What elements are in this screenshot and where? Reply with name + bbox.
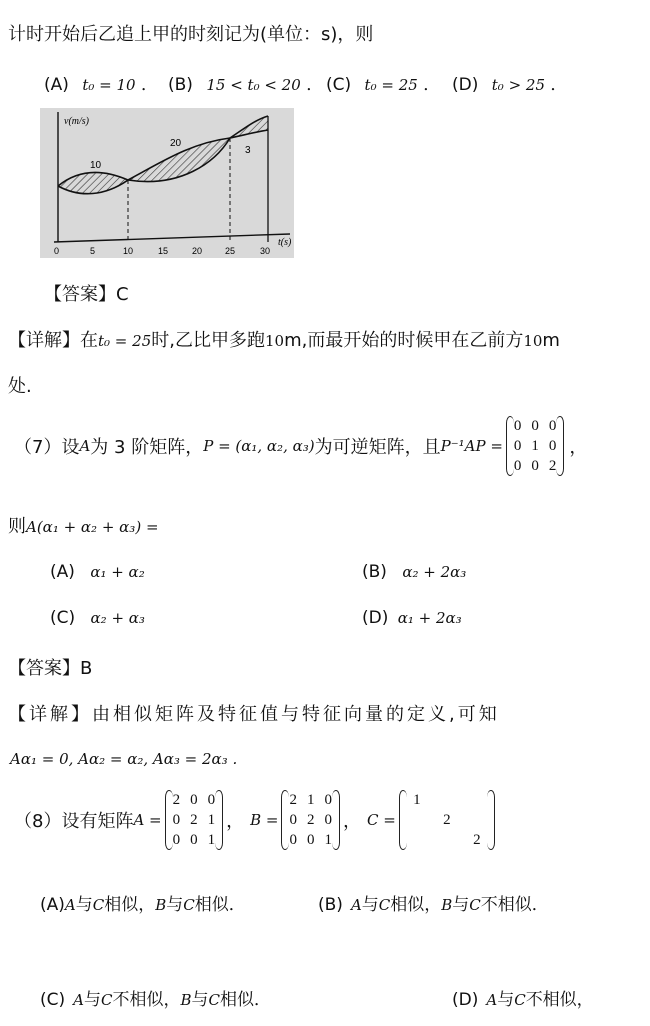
q8-b-22: 2 bbox=[306, 811, 315, 828]
q7-option-b-expr: α₂ + 2α₃ bbox=[402, 563, 467, 581]
q7-text-c: 为可逆矩阵，且 bbox=[314, 437, 441, 458]
q6-detail-num1: 10 bbox=[264, 332, 285, 350]
q8-matrix-c bbox=[402, 790, 492, 850]
q7-m-21: 0 bbox=[513, 437, 522, 454]
q8-b-31: 0 bbox=[289, 831, 297, 848]
q7-option-c-expr: α₂ + α₃ bbox=[90, 609, 145, 627]
q8-option-a bbox=[40, 890, 246, 915]
q6-detail-d: m bbox=[542, 330, 560, 351]
q7-option-c bbox=[50, 608, 145, 628]
q8-c-13 bbox=[462, 790, 492, 810]
q8-opt-a-label: (A) bbox=[40, 895, 65, 915]
q7-answer: 【答案】B bbox=[8, 658, 93, 679]
q7-option-a-expr: α₁ + α₂ bbox=[90, 563, 145, 581]
q8-opt-d-t1: A bbox=[486, 991, 498, 1009]
q7-m-23: 0 bbox=[548, 437, 557, 454]
q7-m-13: 0 bbox=[548, 417, 557, 434]
q8-a-21: 0 bbox=[172, 811, 181, 828]
q8-comma-1: ， bbox=[226, 811, 245, 832]
q8-b-11: 2 bbox=[289, 791, 297, 808]
q8-c-21 bbox=[402, 810, 432, 830]
q8-matrix-b bbox=[284, 790, 337, 850]
q6-detail-expr: t₀ = 25 bbox=[98, 332, 152, 350]
q6-stem: 计时开始后乙追上甲的时刻记为(单位：s)，则 bbox=[8, 24, 374, 45]
q8-opt-c-t5: B bbox=[180, 991, 192, 1009]
velocity-graph bbox=[40, 108, 294, 258]
q8-opt-a-t1: A bbox=[64, 896, 76, 914]
q8-opt-b-t3: C bbox=[378, 896, 391, 914]
q8-c-22: 2 bbox=[443, 811, 451, 828]
q7-option-b bbox=[362, 562, 466, 582]
area-label-1: 10 bbox=[90, 160, 102, 171]
q8-c-32 bbox=[432, 830, 462, 850]
q7-stem bbox=[14, 416, 587, 476]
q8-opt-c-t4: 不相似， bbox=[112, 990, 181, 1010]
q8-opt-a-t4: 相似， bbox=[104, 895, 156, 915]
q8-b-32: 0 bbox=[306, 831, 315, 848]
x-axis-label: t(s) bbox=[278, 237, 292, 248]
q6-detail-b: 时,乙比甲多跑 bbox=[151, 330, 265, 351]
q7-m-31: 0 bbox=[513, 457, 522, 474]
q6-option-c-expr: t₀ = 25 bbox=[364, 76, 418, 94]
q8-opt-c-t1: A bbox=[73, 991, 84, 1009]
q7-p-def: P = (α₁, α₂, α₃) bbox=[203, 437, 315, 455]
q7-m-12: 0 bbox=[531, 417, 539, 434]
q8-stem bbox=[14, 790, 492, 850]
q8-opt-a-t8: 相似． bbox=[194, 895, 246, 915]
q7-detail-expr: Aα₁ = 0, Aα₂ = α₂, Aα₃ = 2α₃ . bbox=[10, 750, 238, 768]
q8-a-eq: A = bbox=[133, 811, 162, 829]
q7-option-b-label: (B) bbox=[362, 562, 387, 582]
y-axis-label: v(m/s) bbox=[64, 116, 89, 127]
q6-option-a-expr: t₀ = 10 bbox=[82, 76, 136, 94]
q7-number: （7） bbox=[14, 437, 62, 458]
q8-opt-d-label: (D) bbox=[452, 990, 479, 1010]
q8-c-23 bbox=[462, 810, 492, 830]
q8-a-31: 0 bbox=[172, 831, 181, 848]
q6-option-a-label: (A) bbox=[44, 75, 69, 95]
q8-a-23: 1 bbox=[207, 811, 216, 828]
q8-c-11: 1 bbox=[413, 791, 421, 808]
x-axis bbox=[54, 234, 290, 242]
q8-opt-b-t1: A bbox=[350, 896, 362, 914]
q8-option-c bbox=[40, 985, 271, 1010]
q8-c-eq: C = bbox=[366, 811, 396, 829]
q6-option-b-expr: 15 < t₀ < 20 bbox=[206, 76, 301, 94]
q8-opt-b-t4: 相似， bbox=[390, 895, 442, 915]
q7-option-d bbox=[362, 608, 462, 628]
q6-option-a bbox=[44, 70, 158, 95]
q7-m-22: 1 bbox=[531, 437, 539, 454]
q8-opt-d-t4: 不相似， bbox=[525, 990, 594, 1010]
q6-detail-c: m,而最开始的时候甲在乙前方 bbox=[284, 330, 524, 351]
q8-opt-c-t8: 相似． bbox=[219, 990, 271, 1010]
q7-tail: ， bbox=[569, 437, 588, 458]
q7-option-a-label: (A) bbox=[50, 562, 75, 582]
q8-opt-b-t5: B bbox=[441, 896, 453, 914]
q6-option-b-label: (B) bbox=[168, 75, 193, 95]
q8-opt-a-t7: C bbox=[183, 896, 195, 914]
q7-text-a: 设 bbox=[61, 437, 80, 458]
q8-opt-b-t2: 与 bbox=[361, 895, 379, 915]
q8-b-13: 0 bbox=[324, 791, 332, 808]
q8-matrix-a bbox=[168, 790, 221, 850]
q7-option-d-expr: α₁ + 2α₃ bbox=[397, 609, 462, 627]
q6-answer: 【答案】C bbox=[44, 284, 129, 305]
x-tick-0: 0 bbox=[54, 246, 60, 256]
q7-m-11: 0 bbox=[513, 417, 522, 434]
q7-line2 bbox=[8, 512, 159, 538]
q7-option-c-label: (C) bbox=[50, 608, 76, 628]
q8-c-33: 2 bbox=[473, 831, 481, 848]
q8-b-12: 1 bbox=[306, 791, 315, 808]
q7-pap: P⁻¹AP = bbox=[440, 437, 503, 455]
x-tick-5: 5 bbox=[90, 246, 96, 256]
q8-a-22: 2 bbox=[190, 811, 198, 828]
q8-option-b bbox=[318, 890, 549, 915]
q8-comma-2: ， bbox=[342, 811, 361, 832]
q8-opt-c-t6: 与 bbox=[191, 990, 209, 1010]
q7-var-a: A bbox=[79, 437, 91, 455]
q8-b-eq: B = bbox=[250, 811, 279, 829]
q8-opt-c-t7: C bbox=[208, 991, 220, 1009]
q8-b-33: 1 bbox=[324, 831, 332, 848]
q7-m-33: 2 bbox=[548, 457, 557, 474]
q6-detail-line1 bbox=[8, 326, 560, 352]
q8-opt-b-t7: C bbox=[469, 896, 481, 914]
x-tick-25: 25 bbox=[225, 246, 236, 256]
q8-a-33: 1 bbox=[207, 831, 216, 848]
x-tick-30: 30 bbox=[260, 246, 271, 256]
q8-opt-a-t6: 与 bbox=[166, 895, 184, 915]
q8-a-32: 0 bbox=[190, 831, 198, 848]
q8-b-21: 0 bbox=[289, 811, 297, 828]
q6-option-a-end: ． bbox=[140, 75, 158, 95]
q8-opt-a-t2: 与 bbox=[75, 895, 93, 915]
q6-option-b-end: ． bbox=[306, 75, 324, 95]
q6-detail-line2: 处. bbox=[8, 376, 32, 397]
x-tick-10: 10 bbox=[123, 246, 134, 256]
q8-b-23: 0 bbox=[324, 811, 332, 828]
q8-number: （8） bbox=[14, 811, 62, 832]
q7-m-32: 0 bbox=[531, 457, 539, 474]
q7-option-a bbox=[50, 562, 145, 582]
q7-diag-matrix bbox=[509, 416, 562, 476]
q8-opt-c-t3: C bbox=[100, 991, 113, 1009]
q7-detail: 【详解】由相似矩阵及特征值与特征向量的定义,可知 bbox=[8, 704, 500, 725]
q6-option-d-expr: t₀ > 25 bbox=[491, 76, 545, 94]
q7-text-b: 为 3 阶矩阵， bbox=[90, 437, 204, 458]
q8-a-11: 2 bbox=[172, 791, 181, 808]
q8-opt-a-t3: C bbox=[92, 896, 105, 914]
velocity-graph-svg bbox=[40, 108, 294, 258]
q8-opt-d-t3: C bbox=[514, 991, 526, 1009]
q8-opt-b-label: (B) bbox=[318, 895, 343, 915]
q8-opt-c-t2: 与 bbox=[83, 990, 101, 1010]
q6-option-b bbox=[168, 70, 323, 95]
x-tick-15: 15 bbox=[158, 246, 169, 256]
q6-option-d bbox=[452, 70, 567, 95]
area-label-2: 20 bbox=[170, 138, 182, 149]
q8-a-13: 0 bbox=[207, 791, 216, 808]
q7-line2-expr: A(α₁ + α₂ + α₃) = bbox=[26, 518, 159, 536]
q6-detail-label: 【详解】 bbox=[8, 330, 80, 351]
q6-detail-a: 在 bbox=[80, 330, 98, 351]
q6-option-c-end: ． bbox=[423, 75, 441, 95]
q8-opt-d-t2: 与 bbox=[497, 990, 515, 1010]
q6-detail-num2: 10 bbox=[523, 332, 543, 350]
q8-opt-b-t8: 不相似． bbox=[480, 895, 549, 915]
q7-line2-text: 则 bbox=[8, 516, 26, 537]
q6-option-c-label: (C) bbox=[326, 75, 352, 95]
q8-opt-b-t6: 与 bbox=[452, 895, 470, 915]
q8-c-31 bbox=[402, 830, 432, 850]
x-tick-20: 20 bbox=[192, 246, 203, 256]
q6-option-d-label: (D) bbox=[452, 75, 479, 95]
area-label-3: 3 bbox=[245, 145, 251, 156]
q8-c-12 bbox=[432, 790, 462, 810]
q8-option-d bbox=[452, 985, 594, 1010]
q7-option-d-label: (D) bbox=[362, 608, 389, 628]
q6-option-c bbox=[326, 70, 440, 95]
q8-a-12: 0 bbox=[190, 791, 198, 808]
q8-text-a: 设有矩阵 bbox=[61, 811, 134, 832]
q6-option-d-end: ． bbox=[550, 75, 568, 95]
q8-opt-c-label: (C) bbox=[40, 990, 66, 1010]
q8-opt-a-t5: B bbox=[155, 896, 167, 914]
